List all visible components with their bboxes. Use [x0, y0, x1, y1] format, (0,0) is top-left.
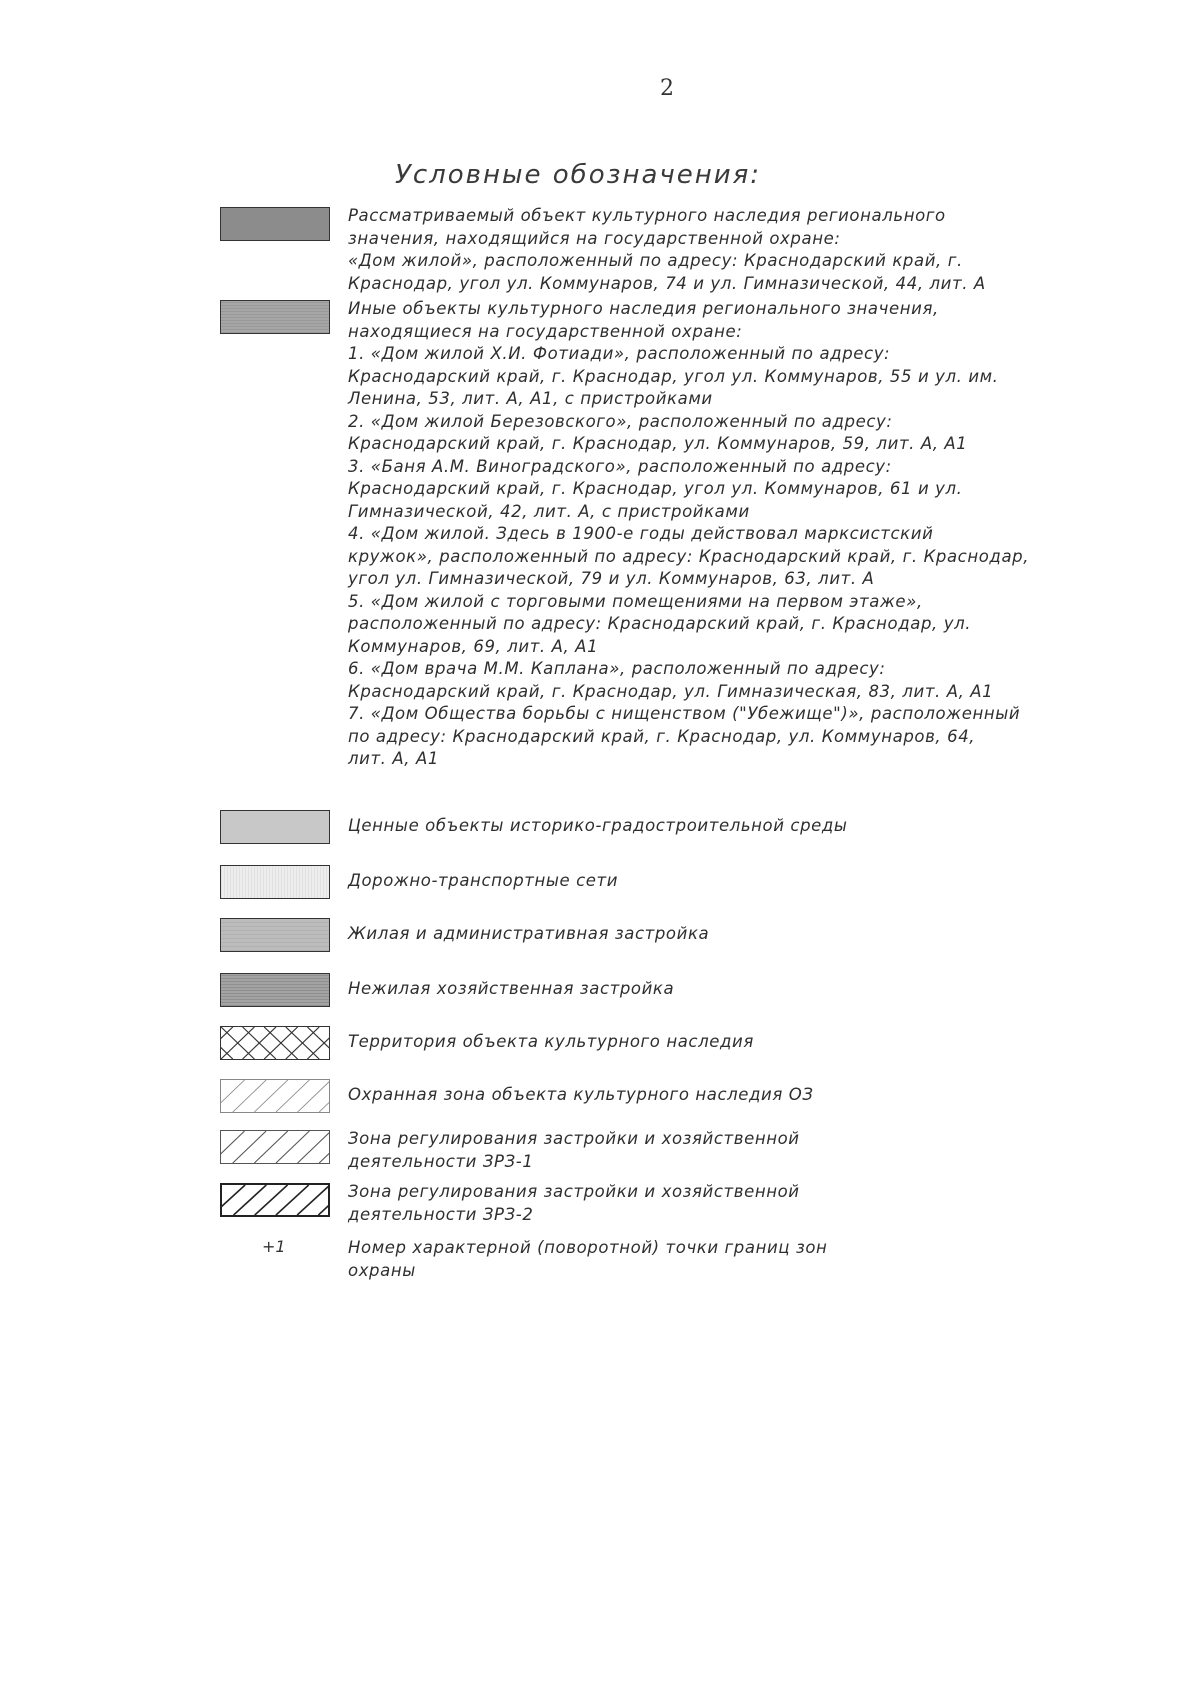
- text-line: угол ул. Гимназической, 79 и ул. Коммунаров, 63, лит. А: [348, 569, 875, 588]
- text-line: Рассматриваемый объект культурного наследия регионального: [348, 206, 946, 225]
- medium-diagonal-hatch-pattern: [221, 1131, 329, 1163]
- page-number: 2: [660, 76, 674, 101]
- text-line: значения, находящийся на государственной охране:: [348, 228, 841, 248]
- text-line: Охранная зона объекта культурного наследия ОЗ: [348, 1085, 814, 1104]
- text-line: Коммунаров, 69, лит. А, А1: [348, 636, 599, 656]
- text-line: Ленина, 53, лит. А, А1, с пристройками: [348, 389, 713, 408]
- text-line: 5. «Дом жилой с торговыми помещениями на первом этаже»,: [348, 591, 923, 611]
- boundary-point-marker: +1: [262, 1237, 286, 1256]
- light-diagonal-hatch-pattern: [221, 1080, 329, 1112]
- text-line: Зона регулирования застройки и хозяйственной: [348, 1129, 800, 1148]
- text-line: Иные объекты культурного наследия регионального значения,: [348, 299, 939, 318]
- text-line: Краснодарский край, г. Краснодар, угол ул. Коммунаров, 61 и ул.: [348, 479, 963, 498]
- cross-hatch-pattern: [221, 1027, 329, 1059]
- text-line: 4. «Дом жилой. Здесь в 1900-е годы действовал марксистский: [348, 524, 934, 543]
- text-line: Гимназической, 42, лит. А, с пристройками: [348, 501, 750, 521]
- dark-textured-swatch: [220, 973, 330, 1007]
- text-line: Дорожно-транспортные сети: [348, 871, 619, 890]
- text-line: Зона регулирования застройки и хозяйственной: [348, 1182, 800, 1201]
- legend-item-text: [348, 1237, 1008, 1282]
- text-line: 6. «Дом врача М.М. Каплана», расположенный по адресу:: [348, 659, 886, 678]
- text-line: «Дом жилой», расположенный по адресу: Краснодарский край, г.: [348, 251, 963, 270]
- dark-grey-swatch: [220, 207, 330, 241]
- medium-grey-swatch: [220, 300, 330, 334]
- legend-item-text: [348, 1128, 1008, 1173]
- text-line: Краснодарский край, г. Краснодар, угол ул. Коммунаров, 55 и ул. им.: [348, 366, 999, 386]
- legend-item-text: [348, 978, 1008, 1001]
- text-line: расположенный по адресу: Краснодарский край, г. Краснодар, ул.: [348, 614, 972, 633]
- text-line: Ценные объекты историко-градостроительной среды: [348, 816, 848, 835]
- legend-item-text: [348, 1031, 1008, 1054]
- legend-item-text: [348, 1181, 1008, 1226]
- text-line: кружок», расположенный по адресу: Краснодарский край, г. Краснодар,: [348, 546, 1030, 566]
- text-line: 3. «Баня А.М. Виноградского», расположенный по адресу:: [348, 456, 892, 476]
- legend-item-text: [348, 298, 1030, 771]
- text-line: Территория объекта культурного наследия: [348, 1032, 754, 1051]
- text-line: 1. «Дом жилой Х.И. Фотиади», расположенный по адресу:: [348, 344, 891, 363]
- legend-item-text: [348, 923, 1008, 946]
- text-line: Номер характерной (поворотной) точки границ зон: [348, 1238, 828, 1257]
- grey-swatch: [220, 918, 330, 952]
- text-line: Нежилая хозяйственная застройка: [348, 979, 675, 998]
- legend-item-text: [348, 205, 1008, 295]
- legend-item-text: [348, 1084, 1008, 1107]
- light-grey-swatch: [220, 810, 330, 844]
- text-line: деятельности ЗРЗ-2: [348, 1204, 534, 1224]
- text-line: Краснодарский край, г. Краснодар, ул. Коммунаров, 59, лит. А, А1: [348, 434, 968, 453]
- legend-item-text: [348, 870, 1008, 893]
- text-line: Краснодарский край, г. Краснодар, ул. Гимназическая, 83, лит. А, А1: [348, 681, 994, 701]
- text-line: охраны: [348, 1260, 416, 1280]
- text-line: Жилая и административная застройка: [348, 924, 710, 943]
- text-line: лит. А, А1: [348, 749, 439, 768]
- text-line: по адресу: Краснодарский край, г. Краснодар, ул. Коммунаров, 64,: [348, 726, 976, 746]
- text-line: Краснодар, угол ул. Коммунаров, 74 и ул. Гимназической, 44, лит. А: [348, 273, 986, 293]
- light-diagonal-hatch-swatch: [220, 1079, 330, 1113]
- bold-diagonal-hatch-swatch: [220, 1183, 330, 1217]
- text-line: находящиеся на государственной охране:: [348, 321, 743, 341]
- bold-diagonal-hatch-pattern: [222, 1185, 328, 1215]
- pale-grey-swatch: [220, 865, 330, 899]
- legend-title: Условные обозначения:: [395, 160, 762, 190]
- legend-item-text: [348, 815, 1008, 838]
- text-line: 2. «Дом жилой Березовского», расположенный по адресу:: [348, 411, 893, 431]
- text-line: 7. «Дом Общества борьбы с нищенством ("Убежище")», расположенный: [348, 704, 1021, 723]
- text-line: деятельности ЗРЗ-1: [348, 1151, 534, 1171]
- medium-diagonal-hatch-swatch: [220, 1130, 330, 1164]
- cross-hatch-swatch: [220, 1026, 330, 1060]
